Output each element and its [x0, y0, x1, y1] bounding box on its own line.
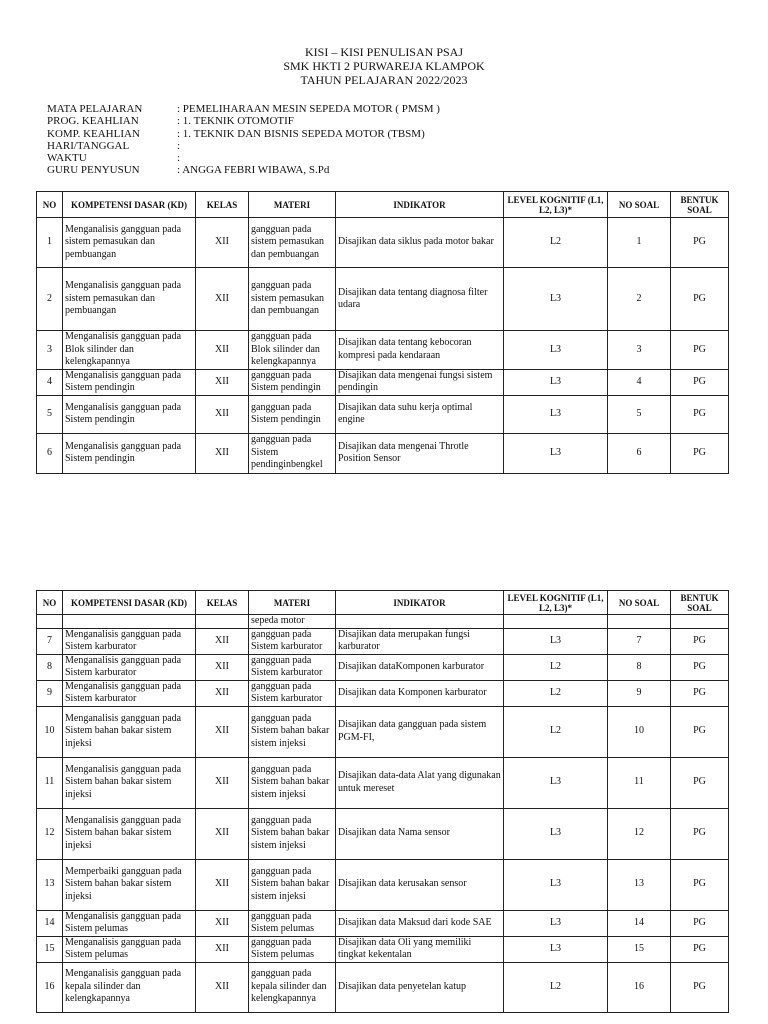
cell-no: 4: [37, 369, 63, 395]
cell-nosoal: 6: [608, 433, 671, 473]
col-level: LEVEL KOGNITIF (L1, L2, L3)*: [504, 192, 608, 218]
cell-kelas: XII: [196, 962, 249, 1012]
cell-no: 6: [37, 433, 63, 473]
meta-value: : ANGGA FEBRI WIBAWA, S.Pd: [177, 164, 330, 177]
document-header: [0, 45, 768, 87]
table-row: [37, 369, 729, 395]
cell-kd: Menganalisis gangguan pada kepala silinder dan kelengkapannya: [63, 962, 196, 1012]
cell-kd: Menganalisis gangguan pada Sistem pendingin: [63, 433, 196, 473]
cell-materi: gangguan pada Blok silinder dan kelengkapannya: [249, 331, 336, 370]
meta-label: WAKTU: [47, 152, 87, 165]
cell-nosoal: 16: [608, 962, 671, 1012]
cell-bentuk: PG: [671, 680, 729, 706]
table-row: [37, 433, 729, 473]
table-header-row: [37, 591, 729, 615]
meta-row: [47, 115, 440, 127]
cell-indikator: Disajikan data-data Alat yang digunakan untuk mereset: [336, 757, 504, 808]
cell-kelas: XII: [196, 218, 249, 268]
cell-kd: Menganalisis gangguan pada Sistem bahan bakar sistem injeksi: [63, 706, 196, 757]
col-level: LEVEL KOGNITIF (L1, L2, L3)*: [504, 591, 608, 615]
cell-materi: gangguan pada Sistem pendinginbengkel: [249, 433, 336, 473]
meta-row: [47, 140, 440, 152]
cell-no: 15: [37, 936, 63, 962]
cell-no: 1: [37, 218, 63, 268]
cell-nosoal: 2: [608, 268, 671, 331]
cell-indikator: Disajikan dataKomponen karburator: [336, 654, 504, 680]
cell-kelas: XII: [196, 706, 249, 757]
table-row: [37, 706, 729, 757]
cell-kelas: XII: [196, 757, 249, 808]
cell-kelas: XII: [196, 433, 249, 473]
cell-nosoal: 14: [608, 910, 671, 936]
cell-kd: Menganalisis gangguan pada Blok silinder dan kelengkapannya: [63, 331, 196, 370]
cell-kd: Menganalisis gangguan pada Sistem bahan bakar sistem injeksi: [63, 757, 196, 808]
col-indikator: INDIKATOR: [336, 192, 504, 218]
table-row: [37, 218, 729, 268]
table-row: [37, 331, 729, 370]
cell-kd: Menganalisis gangguan pada Sistem karburator: [63, 680, 196, 706]
cell-level: L3: [504, 433, 608, 473]
col-kelas: KELAS: [196, 192, 249, 218]
col-no: NO: [37, 591, 63, 615]
col-kd: KOMPETENSI DASAR (KD): [63, 192, 196, 218]
cell-level: L3: [504, 395, 608, 433]
col-bentuk: BENTUK SOAL: [671, 192, 729, 218]
cell-no: 9: [37, 680, 63, 706]
cell-no: 16: [37, 962, 63, 1012]
cell-bentuk: PG: [671, 936, 729, 962]
meta-row: [47, 164, 440, 176]
cell-bentuk: PG: [671, 331, 729, 370]
cell-kd: Menganalisis gangguan pada Sistem pendingin: [63, 395, 196, 433]
cell-indikator: Disajikan data suhu kerja optimal engine: [336, 395, 504, 433]
table-row: [37, 268, 729, 331]
col-bentuk: BENTUK SOAL: [671, 591, 729, 615]
cell-materi: gangguan pada Sistem pelumas: [249, 936, 336, 962]
document-meta: [47, 103, 440, 177]
cell-level: L3: [504, 369, 608, 395]
cell-materi: gangguan pada Sistem bahan bakar sistem injeksi: [249, 757, 336, 808]
meta-label: HARI/TANGGAL: [47, 139, 130, 152]
cell-materi: gangguan pada Sistem bahan bakar sistem injeksi: [249, 706, 336, 757]
cell-bentuk: PG: [671, 757, 729, 808]
cell-kd: Menganalisis gangguan pada Sistem karburator: [63, 628, 196, 654]
cell-materi: gangguan pada sistem pemasukan dan pembuangan: [249, 268, 336, 331]
table-row: [37, 654, 729, 680]
meta-label: PROG. KEAHLIAN: [47, 115, 139, 128]
cell-kelas: XII: [196, 268, 249, 331]
cell-level: L3: [504, 757, 608, 808]
continuation-row: [37, 615, 729, 629]
meta-value: : 1. TEKNIK DAN BISNIS SEPEDA MOTOR (TBSM): [177, 127, 425, 140]
cell-nosoal: 1: [608, 218, 671, 268]
cell-indikator: Disajikan data gangguan pada sistem PGM-FI,: [336, 706, 504, 757]
cell-kd: Menganalisis gangguan pada Sistem pendingin: [63, 369, 196, 395]
cell-kd: Menganalisis gangguan pada Sistem karburator: [63, 654, 196, 680]
cell-materi: gangguan pada Sistem pendingin: [249, 395, 336, 433]
cell-no: 5: [37, 395, 63, 433]
cell-nosoal: 9: [608, 680, 671, 706]
cell-kd: Menganalisis gangguan pada Sistem bahan bakar sistem injeksi: [63, 808, 196, 859]
cell-nosoal: 7: [608, 628, 671, 654]
cell-materi: gangguan pada kepala silinder dan kelengkapannya: [249, 962, 336, 1012]
cell-kelas: XII: [196, 910, 249, 936]
table-row: [37, 808, 729, 859]
table-header-row: [37, 192, 729, 218]
cell-indikator: Disajikan data merupakan fungsi karburator: [336, 628, 504, 654]
cell-kelas: XII: [196, 936, 249, 962]
cell-kd: Menganalisis gangguan pada Sistem pelumas: [63, 936, 196, 962]
cell-kd: Menganalisis gangguan pada Sistem pelumas: [63, 910, 196, 936]
cell-no: 3: [37, 331, 63, 370]
cell-kd: Memperbaiki gangguan pada Sistem bahan bakar sistem injeksi: [63, 859, 196, 910]
cell-materi: gangguan pada Sistem karburator: [249, 628, 336, 654]
meta-value: : PEMELIHARAAN MESIN SEPEDA MOTOR ( PMSM ): [177, 103, 440, 115]
cell-bentuk: PG: [671, 859, 729, 910]
cell-indikator: Disajikan data tentang diagnosa filter udara: [336, 268, 504, 331]
cell-indikator: Disajikan data mengenai fungsi sistem pendingin: [336, 369, 504, 395]
cell-level: L3: [504, 268, 608, 331]
school-name: SMK HKTI 2 PURWAREJA KLAMPOK: [283, 59, 485, 73]
cell-bentuk: PG: [671, 433, 729, 473]
meta-label: KOMP. KEAHLIAN: [47, 127, 140, 140]
cell-level: L2: [504, 706, 608, 757]
meta-row: [47, 152, 440, 164]
meta-row: [47, 103, 440, 115]
col-kelas: KELAS: [196, 591, 249, 615]
cell-kelas: XII: [196, 628, 249, 654]
cell-nosoal: 4: [608, 369, 671, 395]
table-row: [37, 936, 729, 962]
meta-row: [47, 128, 440, 140]
col-nosoal: NO SOAL: [608, 192, 671, 218]
cell-indikator: Disajikan data Maksud dari kode SAE: [336, 910, 504, 936]
doc-title: KISI – KISI PENULISAN PSAJ: [304, 45, 463, 59]
cell-kelas: XII: [196, 680, 249, 706]
cell-bentuk: PG: [671, 395, 729, 433]
cell-bentuk: PG: [671, 706, 729, 757]
meta-value: :: [177, 139, 181, 152]
meta-label: GURU PENYUSUN: [47, 164, 140, 177]
continuation-text: sepeda motor: [249, 615, 336, 629]
kisi-table-2: [36, 590, 729, 1013]
cell-materi: gangguan pada sistem pemasukan dan pembuangan: [249, 218, 336, 268]
cell-materi: gangguan pada Sistem pelumas: [249, 910, 336, 936]
cell-level: L2: [504, 680, 608, 706]
cell-nosoal: 13: [608, 859, 671, 910]
cell-kd: Menganalisis gangguan pada sistem pemasukan dan pembuangan: [63, 218, 196, 268]
cell-nosoal: 12: [608, 808, 671, 859]
cell-no: 7: [37, 628, 63, 654]
cell-level: L2: [504, 654, 608, 680]
table-row: [37, 757, 729, 808]
cell-bentuk: PG: [671, 268, 729, 331]
cell-level: L3: [504, 808, 608, 859]
cell-nosoal: 3: [608, 331, 671, 370]
cell-bentuk: PG: [671, 808, 729, 859]
cell-bentuk: PG: [671, 910, 729, 936]
cell-kelas: XII: [196, 654, 249, 680]
cell-kelas: XII: [196, 859, 249, 910]
cell-materi: gangguan pada Sistem karburator: [249, 680, 336, 706]
cell-bentuk: PG: [671, 628, 729, 654]
col-materi: MATERI: [249, 192, 336, 218]
meta-value: : 1. TEKNIK OTOMOTIF: [177, 115, 294, 128]
table-row: [37, 395, 729, 433]
cell-materi: gangguan pada Sistem karburator: [249, 654, 336, 680]
cell-indikator: Disajikan data Komponen karburator: [336, 680, 504, 706]
cell-indikator: Disajikan data Oli yang memiliki tingkat kekentalan: [336, 936, 504, 962]
col-indikator: INDIKATOR: [336, 591, 504, 615]
col-kd: KOMPETENSI DASAR (KD): [63, 591, 196, 615]
cell-no: 14: [37, 910, 63, 936]
table-row: [37, 910, 729, 936]
cell-nosoal: 5: [608, 395, 671, 433]
table-row: [37, 680, 729, 706]
cell-no: 8: [37, 654, 63, 680]
cell-level: L3: [504, 910, 608, 936]
cell-materi: gangguan pada Sistem bahan bakar sistem injeksi: [249, 859, 336, 910]
cell-no: 11: [37, 757, 63, 808]
cell-kelas: XII: [196, 395, 249, 433]
col-nosoal: NO SOAL: [608, 591, 671, 615]
table-row: [37, 628, 729, 654]
cell-indikator: Disajikan data Nama sensor: [336, 808, 504, 859]
cell-level: L2: [504, 218, 608, 268]
meta-label: MATA PELAJARAN: [47, 103, 143, 115]
cell-no: 13: [37, 859, 63, 910]
cell-indikator: Disajikan data mengenai Throtle Position Sensor: [336, 433, 504, 473]
cell-level: L3: [504, 936, 608, 962]
cell-materi: gangguan pada Sistem pendingin: [249, 369, 336, 395]
col-materi: MATERI: [249, 591, 336, 615]
cell-level: L3: [504, 859, 608, 910]
cell-bentuk: PG: [671, 218, 729, 268]
cell-nosoal: 8: [608, 654, 671, 680]
cell-kd: Menganalisis gangguan pada sistem pemasukan dan pembuangan: [63, 268, 196, 331]
cell-indikator: Disajikan data tentang kebocoran kompresi pada kendaraan: [336, 331, 504, 370]
cell-indikator: Disajikan data penyetelan katup: [336, 962, 504, 1012]
cell-nosoal: 11: [608, 757, 671, 808]
cell-level: L2: [504, 962, 608, 1012]
cell-indikator: Disajikan data kerusakan sensor: [336, 859, 504, 910]
cell-nosoal: 10: [608, 706, 671, 757]
cell-indikator: Disajikan data siklus pada motor bakar: [336, 218, 504, 268]
kisi-table-1: [36, 191, 729, 474]
cell-bentuk: PG: [671, 654, 729, 680]
table-row: [37, 962, 729, 1012]
cell-kelas: XII: [196, 331, 249, 370]
cell-no: 12: [37, 808, 63, 859]
cell-kelas: XII: [196, 369, 249, 395]
cell-kelas: XII: [196, 808, 249, 859]
school-year: TAHUN PELAJARAN 2022/2023: [300, 73, 468, 87]
cell-level: L3: [504, 331, 608, 370]
cell-bentuk: PG: [671, 962, 729, 1012]
cell-level: L3: [504, 628, 608, 654]
cell-materi: gangguan pada Sistem bahan bakar sistem injeksi: [249, 808, 336, 859]
meta-value: :: [177, 152, 181, 165]
cell-no: 2: [37, 268, 63, 331]
cell-bentuk: PG: [671, 369, 729, 395]
cell-no: 10: [37, 706, 63, 757]
cell-nosoal: 15: [608, 936, 671, 962]
table-row: [37, 859, 729, 910]
col-no: NO: [37, 192, 63, 218]
